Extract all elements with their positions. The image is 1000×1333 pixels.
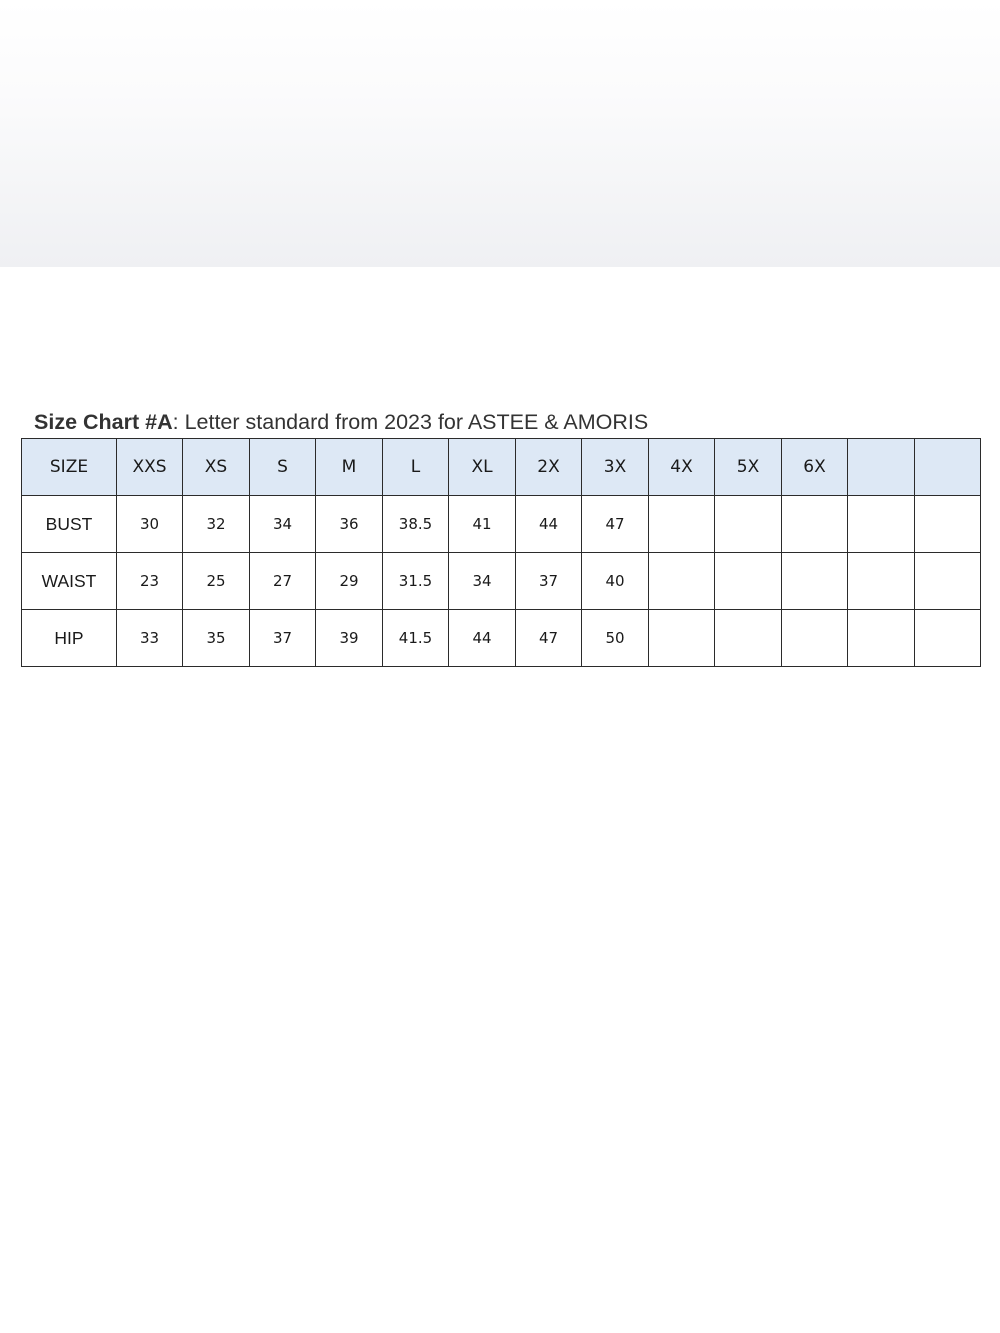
- size-chart-table: [21, 438, 981, 667]
- size-header-cell: [848, 439, 915, 496]
- measurement-value: 37: [250, 610, 316, 667]
- measurement-value: 29: [316, 553, 383, 610]
- table-row: [22, 553, 981, 610]
- size-header-cell: 4X: [649, 439, 715, 496]
- size-header-cell: L: [383, 439, 449, 496]
- size-header-cell: XXS: [117, 439, 183, 496]
- measurement-value: 23: [117, 553, 183, 610]
- top-gradient-band: [0, 0, 1000, 267]
- measurement-value: 47: [516, 610, 582, 667]
- measurement-value: 25: [183, 553, 250, 610]
- measurement-value: [782, 553, 848, 610]
- measurement-value: 47: [582, 496, 649, 553]
- size-chart-title: [34, 412, 648, 434]
- measurement-value: 34: [449, 553, 516, 610]
- measurement-value: [848, 610, 915, 667]
- measurement-value: 31.5: [383, 553, 449, 610]
- size-header-cell: 3X: [582, 439, 649, 496]
- table-row: [22, 610, 981, 667]
- measurement-value: 33: [117, 610, 183, 667]
- measurement-value: 30: [117, 496, 183, 553]
- measurement-value: 34: [250, 496, 316, 553]
- measurement-value: [715, 610, 782, 667]
- size-header-cell: 6X: [782, 439, 848, 496]
- measurement-value: 44: [516, 496, 582, 553]
- measurement-value: 37: [516, 553, 582, 610]
- measurement-value: 36: [316, 496, 383, 553]
- measurement-label: WAIST: [22, 553, 117, 610]
- measurement-value: [715, 496, 782, 553]
- size-header-cell: XS: [183, 439, 250, 496]
- measurement-value: [715, 553, 782, 610]
- measurement-value: 35: [183, 610, 250, 667]
- measurement-value: [915, 496, 981, 553]
- measurement-value: [649, 496, 715, 553]
- size-header-row: [22, 439, 981, 496]
- measurement-value: [915, 610, 981, 667]
- size-chart-title-separator: :: [172, 410, 179, 434]
- measurement-value: 38.5: [383, 496, 449, 553]
- size-header-cell: M: [316, 439, 383, 496]
- measurement-value: [848, 496, 915, 553]
- size-header-cell: 5X: [715, 439, 782, 496]
- measurement-value: 41.5: [383, 610, 449, 667]
- measurement-value: 50: [582, 610, 649, 667]
- size-chart-title-rest: Letter standard from 2023 for ASTEE & AMORIS: [178, 410, 649, 434]
- measurement-value: 44: [449, 610, 516, 667]
- measurement-value: 27: [250, 553, 316, 610]
- measurement-value: [915, 553, 981, 610]
- measurement-value: 39: [316, 610, 383, 667]
- size-header-cell: 2X: [516, 439, 582, 496]
- table-row: [22, 496, 981, 553]
- size-header-cell: XL: [449, 439, 516, 496]
- size-header-cell: S: [250, 439, 316, 496]
- size-header-label: SIZE: [22, 439, 117, 496]
- measurement-value: [649, 553, 715, 610]
- measurement-label: BUST: [22, 496, 117, 553]
- size-header-cell: [915, 439, 981, 496]
- measurement-value: 41: [449, 496, 516, 553]
- measurement-value: 40: [582, 553, 649, 610]
- size-chart-title-bold: Size Chart #A: [34, 410, 173, 434]
- measurement-label: HIP: [22, 610, 117, 667]
- measurement-value: 32: [183, 496, 250, 553]
- measurement-value: [848, 553, 915, 610]
- measurement-value: [782, 496, 848, 553]
- measurement-value: [782, 610, 848, 667]
- measurement-value: [649, 610, 715, 667]
